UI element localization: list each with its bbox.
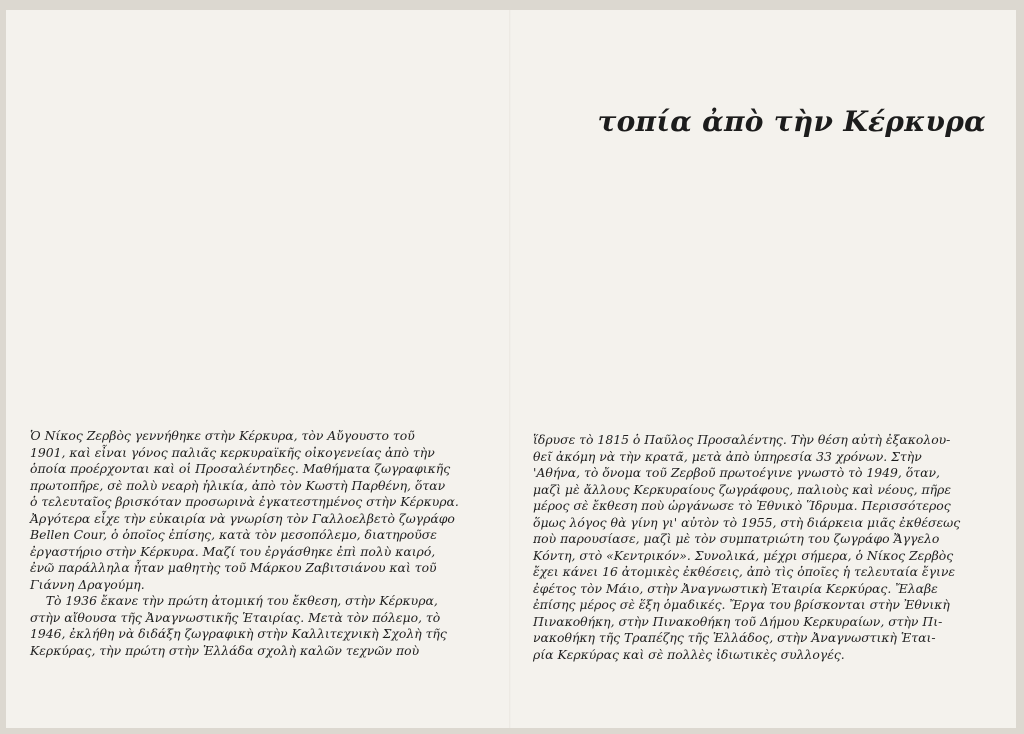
text-line: Κόντη, στὸ «Κεντρικόν». Συνολικά, μέχρι σήμερα, ὁ Νίκος Ζερβὸς xyxy=(533,547,954,563)
text-line: ὅμως λόγος θὰ γίνη γι' αὐτὸν τὸ 1955, στὴ διάρκεια μιᾶς ἐκθέσεως xyxy=(533,514,961,530)
text-line: ρία Κερκύρας καὶ σὲ πολλὲς ἰδιωτικὲς συλλογές. xyxy=(533,646,845,662)
brochure-spread xyxy=(6,10,1016,728)
text-line: Ἀργότερα εἶχε τὴν εὐκαιρία νὰ γνωρίση τὸν Γαλλοελβετὸ ζωγράφο xyxy=(30,510,455,526)
text-line: ἐφέτος τὸν Μάιο, στὴν Ἀναγνωστικὴ Ἑταιρία Κερκύρας. Ἔλαβε xyxy=(533,580,938,596)
text-line: ἐργαστήριο στὴν Κέρκυρα. Μαζί του ἐργάσθηκε ἐπὶ πολὺ καιρό, xyxy=(30,543,436,559)
text-line: ὁ τελευταῖος βρισκόταν προσωρινὰ ἐγκατεστημένος στὴν Κέρκυρα. xyxy=(30,494,459,509)
text-line: μέρος σὲ ἔκθεση ποὺ ὠργάνωσε τὸ Ἐθνικὸ Ἵδρυμα. Περισσότερος xyxy=(533,498,951,513)
right-page xyxy=(511,10,1016,728)
text-line: Τὸ 1936 ἔκανε τὴν πρώτη ἀτομική του ἔκθεση, στὴν Κέρκυρα, xyxy=(30,593,438,608)
text-line: νακοθήκη τῆς Τραπέζης τῆς Ἑλλάδος, στὴν Ἀναγνωστικὴ Ἑται- xyxy=(533,630,936,645)
text-line: ὁποία προέρχονται καὶ οἱ Προσαλέντηδες. Μαθήματα ζωγραφικῆς xyxy=(30,461,451,476)
text-line: ἵδρυσε τὸ 1815 ὁ Παῦλος Προσαλέντης. Τὴν θέση αὐτὴ ἐξακολου- xyxy=(533,432,951,447)
page-title: τοπία ἀπὸ τὴν Κέρκυρα xyxy=(597,105,986,138)
text-line: Γιάννη Δραγούμη. xyxy=(30,576,145,592)
text-line: ἔχει κάνει 16 ἀτομικὲς ἐκθέσεις, ἀπὸ τὶς ὁποῖες ἡ τελευταία ἔγινε xyxy=(533,564,956,579)
text-line: θεῖ ἀκόμη νὰ τὴν κρατᾶ, μετὰ ἀπὸ ὑπηρεσία 33 χρόνων. Στὴν xyxy=(533,448,922,464)
text-line: Πινακοθήκη, στὴν Πινακοθήκη τοῦ Δήμου Κερκυραίων, στὴν Πι- xyxy=(533,613,943,629)
text-line: ποὺ παρουσίασε, μαζὶ μὲ τὸν συμπατριώτη του ζωγράφο Ἄγγελο xyxy=(533,531,940,546)
text-line: Ὁ Νίκος Ζερβὸς γεννήθηκε στὴν Κέρκυρα, τὸν Αὔγουστο τοῦ xyxy=(30,428,415,443)
text-line: Bellen Cour, ὁ ὁποῖος ἐπίσης, κατὰ τὸν μεσοπόλεμο, διατηροῦσε xyxy=(30,527,437,542)
text-line: στὴν αἴθουσα τῆς Ἀναγνωστικῆς Ἑταιρίας. Μετὰ τὸν πόλεμο, τὸ xyxy=(30,609,441,625)
text-line: 'Αθήνα, τὸ ὄνομα τοῦ Ζερβοῦ πρωτοέγινε γνωστὸ τὸ 1949, ὅταν, xyxy=(533,465,940,480)
text-line: 1946, ἐκλήθη νὰ διδάξη ζωγραφικὴ στὴν Καλλιτεχνικὴ Σχολὴ τῆς xyxy=(30,626,447,641)
text-line: Κερκύρας, τὴν πρώτη στὴν Ἑλλάδα σχολὴ καλῶν τεχνῶν ποὺ xyxy=(30,642,420,658)
text-line: ἐπίσης μέρος σὲ ἕξη ὁμαδικές. Ἔργα του βρίσκονται στὴν Ἐθνικὴ xyxy=(533,597,950,612)
text-line: πρωτοπῆρε, σὲ πολὺ νεαρὴ ἡλικία, ἀπὸ τὸν Κωστὴ Παρθένη, ὅταν xyxy=(30,477,446,493)
text-line: ἐνῶ παράλληλα ἦταν μαθητὴς τοῦ Μάρκου Ζαβιτσιάνου καὶ τοῦ xyxy=(30,560,437,575)
text-line: 1901, καὶ εἶναι γόνος παλιᾶς κερκυραϊκῆς οἰκογενείας ἀπὸ τὴν xyxy=(30,444,435,460)
text-line: μαζὶ μὲ ἄλλους Κερκυραίους ζωγράφους, παλιοὺς καὶ νέους, πῆρε xyxy=(533,481,951,497)
left-page xyxy=(6,10,511,728)
left-page-body-text xyxy=(30,428,492,659)
right-page-body-text xyxy=(533,432,995,663)
